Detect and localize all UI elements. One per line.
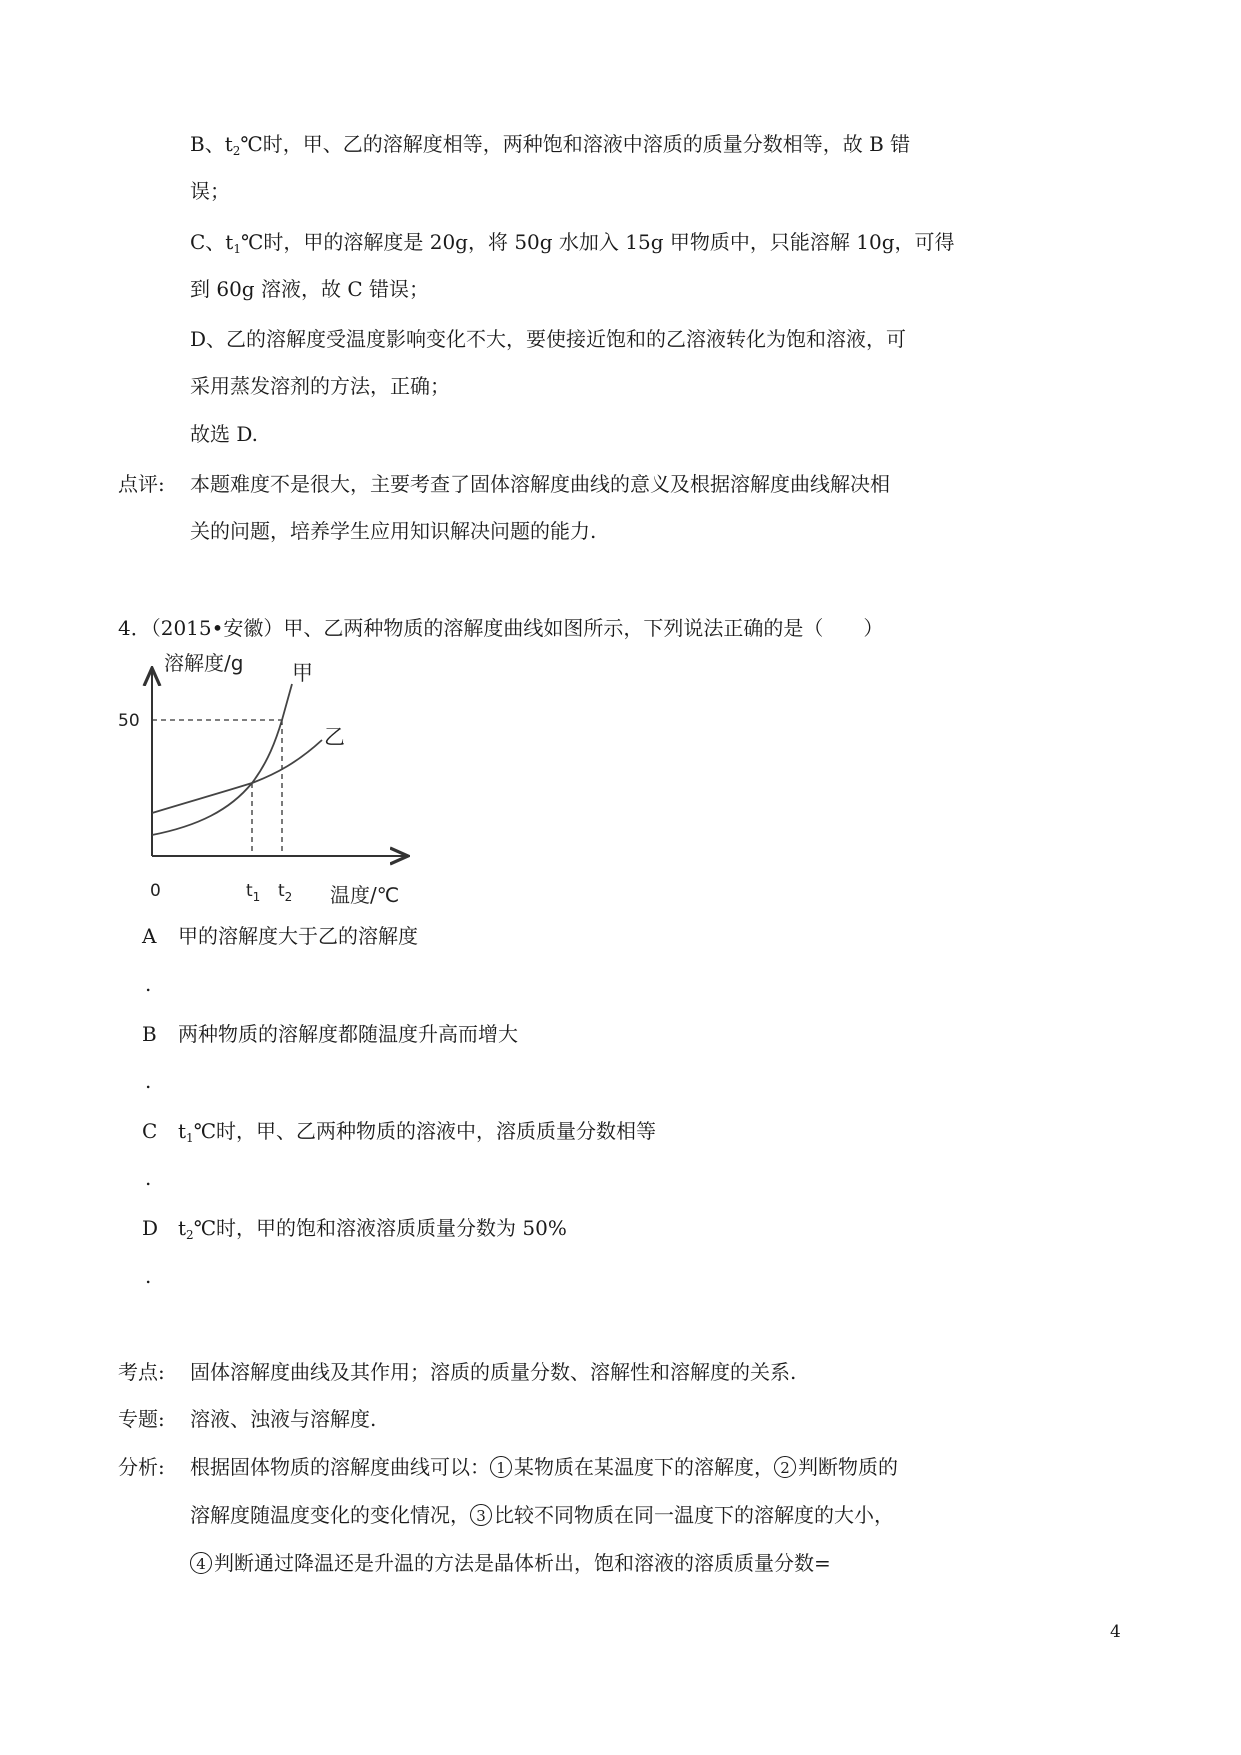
option-b-letter: B <box>142 1022 157 1046</box>
kaodian-label: 考点: <box>118 1360 165 1384</box>
series-jia-curve <box>152 684 292 835</box>
option-d-text: $t_2℃$时，甲的饱和溶液溶质质量分数为 50% <box>178 1216 567 1242</box>
y-tick-50: 50 <box>118 711 140 731</box>
origin-label: 0 <box>150 881 161 901</box>
question-stem: 4．（2015•安徽）甲、乙两种物质的溶解度曲线如图所示，下列说法正确的是（ ） <box>118 616 884 640</box>
option-b-dot: . <box>145 1069 152 1093</box>
circled-number-2: 2 <box>774 1456 796 1478</box>
option-a-dot: . <box>145 972 152 996</box>
comment-label: 点评: <box>118 472 165 496</box>
series-yi-label: 乙 <box>324 725 345 749</box>
fenxi-line-3: 4 判断通过降温还是升温的方法是晶体析出，饱和溶液的溶质质量分数= <box>190 1549 831 1577</box>
option-c-text: $t_1℃$时，甲、乙两种物质的溶液中，溶质质量分数相等 <box>178 1119 657 1145</box>
solution-c-line: C、$t_1℃$时，甲的溶解度是 20g，将 50g 水加入 15g 甲物质中，只能溶解 10g，可得 <box>190 230 955 256</box>
solution-answer: 故选 D. <box>190 422 259 446</box>
solution-d-line: D、乙的溶解度受温度影响变化不大，要使接近饱和的乙溶液转化为饱和溶液，可 <box>190 327 907 351</box>
solution-d-cont: 采用蒸发溶剂的方法，正确； <box>190 374 450 398</box>
series-yi-curve <box>152 740 322 813</box>
option-c-letter: C <box>142 1119 158 1143</box>
y-axis-label: 溶解度/g <box>164 651 244 675</box>
circled-number-3: 3 <box>470 1504 492 1526</box>
fenxi-line-1: 根据固体物质的溶解度曲线可以： 1 某物质在某温度下的溶解度， 2 判断物质的 <box>190 1455 898 1479</box>
solution-b-cont: 误； <box>190 179 230 203</box>
fenxi-label: 分析: <box>118 1455 165 1479</box>
circled-number-1: 1 <box>490 1456 512 1478</box>
option-d-letter: D <box>142 1216 159 1240</box>
zhuanti-text: 溶液、浊液与溶解度. <box>190 1407 377 1431</box>
series-jia-label: 甲 <box>292 661 313 685</box>
x-axis-label: 温度/℃ <box>330 883 400 907</box>
option-c-dot: . <box>145 1166 152 1190</box>
kaodian-text: 固体溶解度曲线及其作用；溶质的质量分数、溶解性和溶解度的关系. <box>190 1360 797 1384</box>
option-d-dot: . <box>145 1264 152 1288</box>
x-tick-t1: $t_1$ <box>246 881 261 904</box>
solubility-chart <box>108 650 428 910</box>
solution-b-line: B、$t_2℃$时，甲、乙的溶解度相等，两种饱和溶液中溶质的质量分数相等，故 B 错 <box>190 132 911 158</box>
page-number: 4 <box>1110 1622 1121 1642</box>
circled-number-4: 4 <box>190 1552 212 1574</box>
option-a-text: 甲的溶解度大于乙的溶解度 <box>178 924 418 948</box>
x-tick-t2: $t_2$ <box>278 881 293 904</box>
comment-line-1: 本题难度不是很大，主要考查了固体溶解度曲线的意义及根据溶解度曲线解决相 <box>190 472 890 496</box>
comment-line-2: 关的问题，培养学生应用知识解决问题的能力. <box>190 519 597 543</box>
option-b-text: 两种物质的溶解度都随温度升高而增大 <box>178 1022 518 1046</box>
option-a-letter: A <box>142 924 157 948</box>
solution-c-cont: 到 60g 溶液，故 C 错误； <box>190 277 429 301</box>
fenxi-line-2: 溶解度随温度变化的变化情况， 3 比较不同物质在同一温度下的溶解度的大小， <box>190 1503 894 1527</box>
zhuanti-label: 专题: <box>118 1407 165 1431</box>
